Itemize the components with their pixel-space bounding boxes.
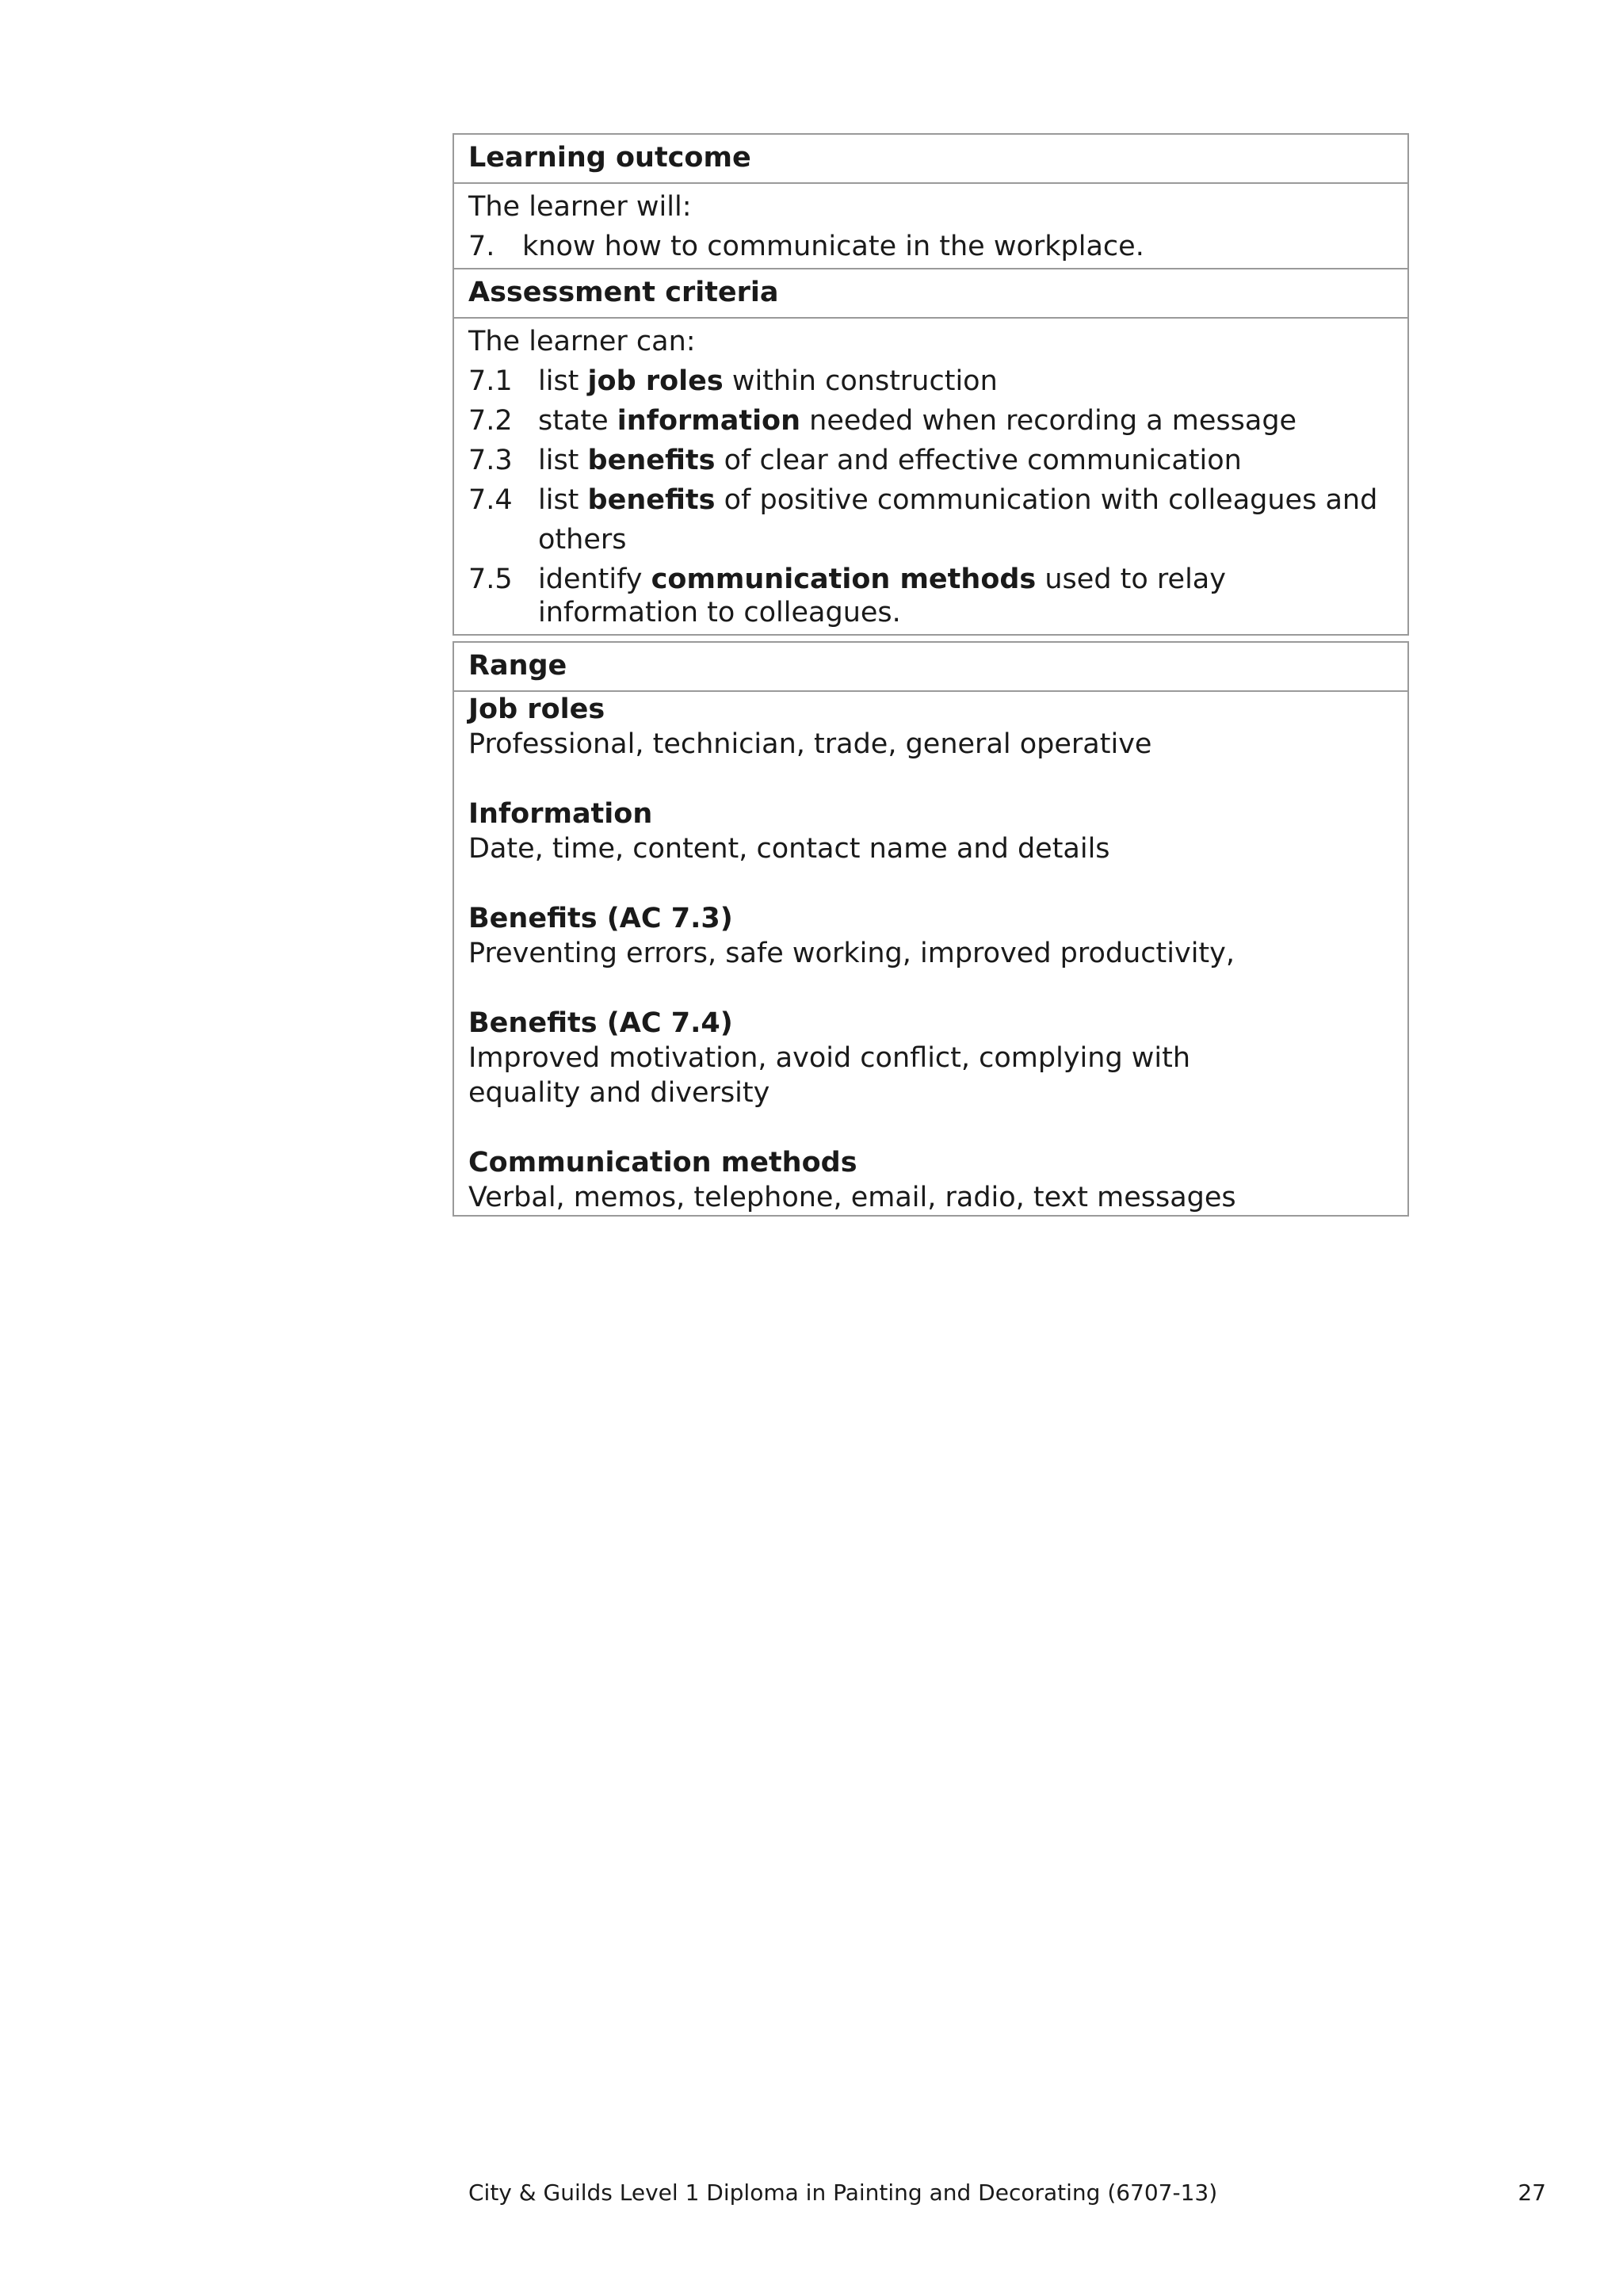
range-group-title: Information — [468, 798, 653, 830]
learning-outcome-item — [468, 227, 1393, 266]
learning-outcome-table — [453, 133, 1409, 636]
criterion-text — [538, 441, 1393, 480]
criterion-text-pre: state — [538, 405, 617, 437]
criterion-text — [538, 401, 1393, 441]
learning-outcome-intro: The learner will: — [468, 191, 692, 223]
range-group-title: Communication methods — [468, 1147, 857, 1179]
range-group-title: Job roles — [468, 693, 605, 725]
criterion-text-pre: list — [538, 365, 588, 397]
range-group-text: Date, time, content, contact name and details — [468, 833, 1110, 865]
assessment-criteria-intro: The learner can: — [468, 326, 696, 357]
criterion-text — [538, 560, 1393, 629]
learning-outcome-text: know how to communicate in the workplace. — [522, 231, 1144, 262]
range-group-benefits-7-4 — [468, 1006, 1393, 1110]
criterion-text-post: of positive communication with colleagues and others — [538, 484, 1378, 556]
learning-outcome-heading: Learning outcome — [454, 135, 1407, 184]
criterion-text-post: of clear and effective communication — [715, 445, 1242, 476]
range-group-text: Preventing errors, safe working, improved productivity, — [468, 938, 1235, 969]
criterion-keyword: job roles — [587, 365, 724, 397]
range-group-job-roles — [468, 692, 1393, 762]
range-table — [453, 641, 1409, 1217]
assessment-criteria-cell — [454, 319, 1407, 634]
criterion-keyword: benefits — [587, 484, 716, 516]
criterion-number: 7.4 — [468, 484, 513, 516]
criterion-number: 7.1 — [468, 365, 513, 397]
criterion-text — [538, 361, 1393, 401]
criterion-text-post: within construction — [723, 365, 998, 397]
range-group-title: Benefits (AC 7.4) — [468, 1007, 733, 1039]
range-group-benefits-7-3 — [468, 901, 1393, 971]
criterion-text-pre: list — [538, 484, 588, 516]
range-group-information — [468, 797, 1393, 866]
criterion-keyword: communication methods — [651, 563, 1037, 595]
learning-outcome-cell — [454, 184, 1407, 269]
range-group-communication-methods — [468, 1145, 1393, 1215]
criterion-number: 7.2 — [468, 405, 513, 437]
range-heading: Range — [454, 643, 1407, 692]
range-group-text: Professional, technician, trade, general operative — [468, 728, 1152, 760]
assessment-criteria-heading: Assessment criteria — [454, 269, 1407, 319]
criterion-item — [468, 361, 1393, 401]
criterion-item — [468, 560, 1393, 629]
page-number: 27 — [1518, 2179, 1546, 2206]
criterion-number: 7.5 — [468, 563, 513, 595]
footer-title: City & Guilds Level 1 Diploma in Painting and Decorating (6707-13) — [468, 2179, 1218, 2206]
range-group-text: Improved motivation, avoid conflict, complying with equality and diversity — [468, 1042, 1191, 1109]
criterion-text-post: used to relay information to colleagues. — [538, 563, 1226, 628]
criterion-text-pre: list — [538, 445, 588, 476]
criterion-text-post: needed when recording a message — [800, 405, 1297, 437]
criterion-keyword: benefits — [587, 445, 716, 476]
criterion-text-pre: identify — [538, 563, 651, 595]
criterion-number: 7.3 — [468, 445, 513, 476]
learning-outcome-number: 7. — [468, 231, 495, 262]
criterion-keyword: information — [617, 405, 801, 437]
criterion-item — [468, 441, 1393, 480]
criterion-item — [468, 401, 1393, 441]
range-body — [454, 692, 1407, 1215]
range-group-title: Benefits (AC 7.3) — [468, 903, 733, 934]
range-group-text: Verbal, memos, telephone, email, radio, text messages — [468, 1182, 1236, 1213]
criterion-item — [468, 480, 1393, 560]
criterion-text — [538, 480, 1393, 560]
